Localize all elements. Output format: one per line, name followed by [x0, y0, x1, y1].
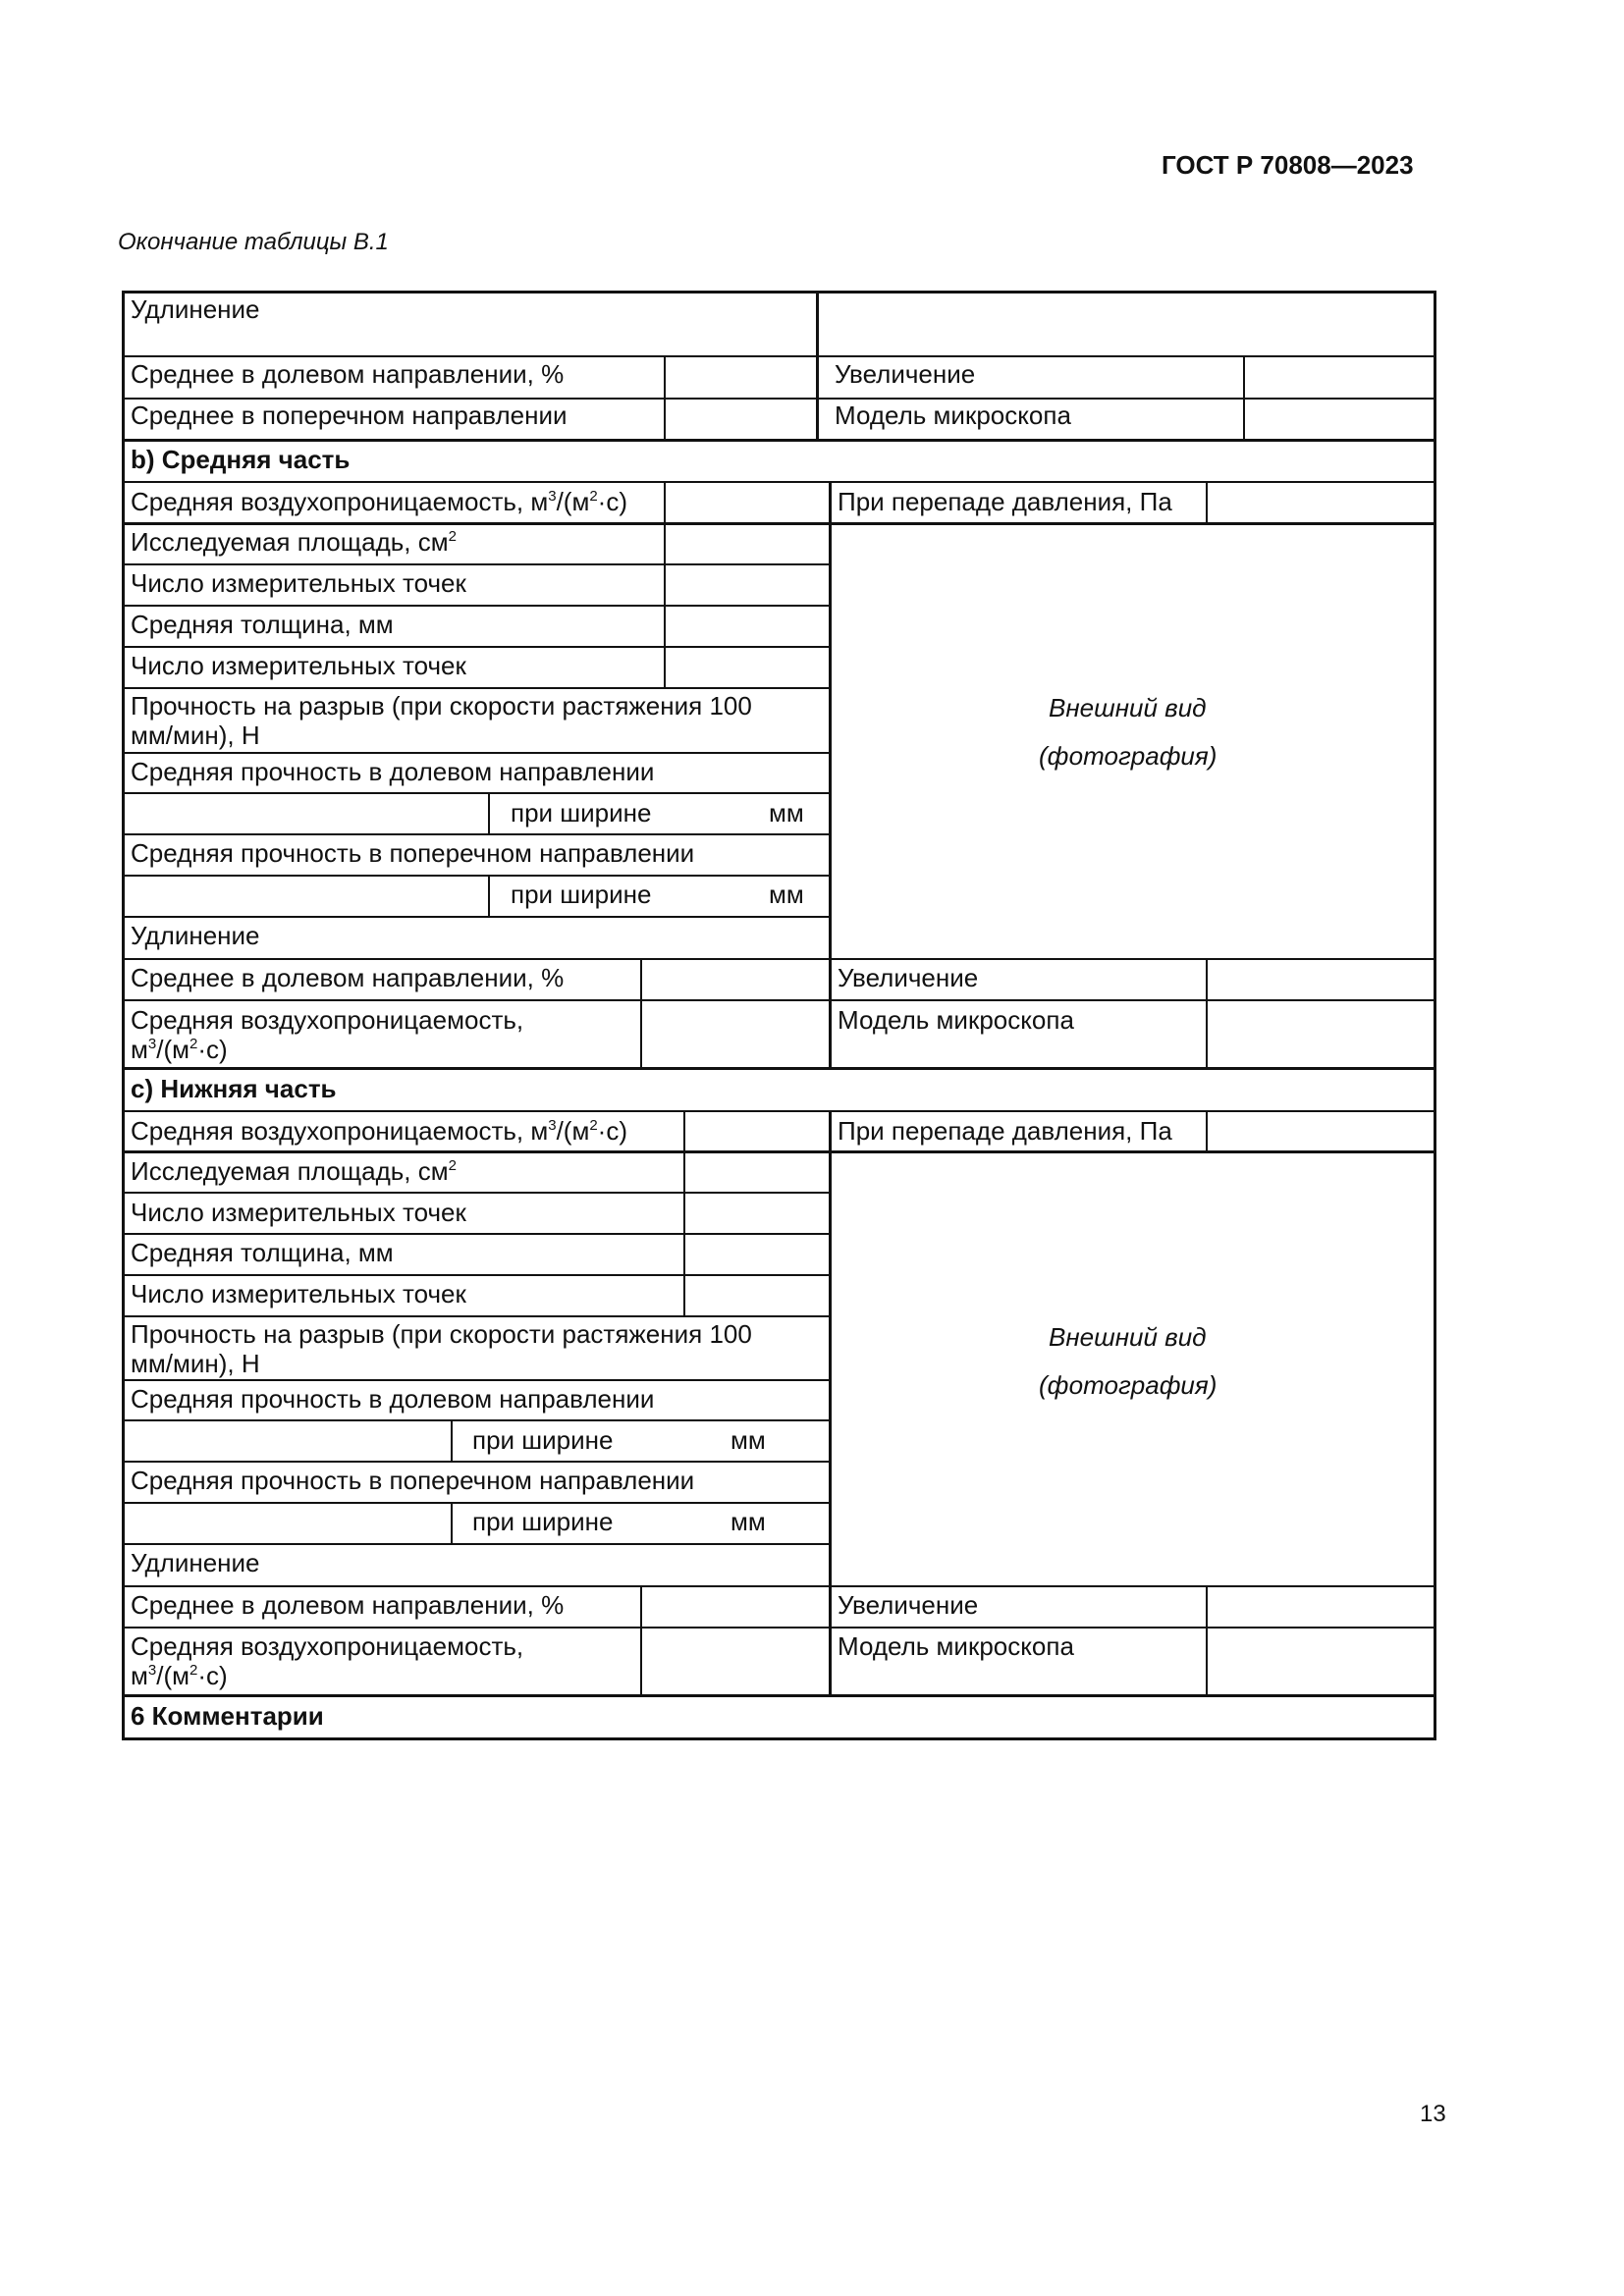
table-rule [122, 481, 1436, 483]
test-area-label: Исследуемая площадь, $см^2$ [131, 527, 457, 557]
table-rule [816, 291, 819, 440]
mean-thickness-label: Средняя толщина, мм [131, 610, 394, 639]
air-permeability-label: Средняя воздухопроницаемость, $м^3/(м^2\cdot с)$ [131, 1116, 627, 1146]
tensile-strength-label: Прочность на разрыв (при скорости растяжения 100 мм/мин), Н [131, 691, 752, 750]
magnification-label: Увеличение [835, 359, 976, 389]
section-heading-middle: b) Средняя часть [131, 445, 351, 474]
table-rule [122, 833, 831, 835]
table-rule [122, 1110, 1436, 1112]
table-rule [122, 1694, 1436, 1697]
table-rule [640, 958, 642, 1068]
table-rule [122, 563, 831, 565]
table-rule [122, 916, 831, 918]
air-permeability-label: Средняя воздухопроницаемость, $м^3/(м^2\cdot с)$ [131, 1005, 524, 1064]
microscope-label: Модель микроскопа [835, 400, 1071, 430]
table-rule [122, 398, 1436, 400]
table-rule [122, 687, 831, 689]
table-rule [122, 1627, 1436, 1629]
comments-heading: 6 Комментарии [131, 1701, 324, 1731]
strength-cd-label: Средняя прочность в поперечном направлении [131, 1466, 695, 1495]
mean-md-label: Среднее в долевом направлении, % [131, 1590, 565, 1620]
table-rule [1206, 958, 1208, 1068]
photo-label: (фотография) [1039, 1370, 1218, 1400]
table-rule [122, 752, 831, 754]
table-rule [122, 1461, 831, 1463]
pressure-drop-label: При перепаде давления, Па [838, 1116, 1172, 1146]
table-rule [122, 355, 1436, 357]
table-rule [122, 1502, 831, 1504]
mean-cd-label: Среднее в поперечном направлении [131, 400, 568, 430]
magnification-label: Увеличение [838, 963, 979, 992]
table-rule [122, 522, 1436, 525]
elongation-label: Удлинение [131, 294, 260, 324]
photo-label: (фотография) [1039, 741, 1218, 771]
at-width-label: при ширине [472, 1425, 614, 1455]
table-rule [122, 1233, 831, 1235]
magnification-label: Увеличение [838, 1590, 979, 1620]
table-rule [664, 481, 666, 688]
table-rule [122, 1315, 831, 1317]
test-area-label: Исследуемая площадь, $см^2$ [131, 1156, 457, 1186]
microscope-label: Модель микроскопа [838, 1631, 1074, 1661]
table-rule [1206, 1585, 1208, 1695]
at-width-label: при ширине [511, 798, 652, 828]
measurement-points-label: Число измерительных точек [131, 568, 466, 598]
pressure-drop-label: При перепаде давления, Па [838, 487, 1172, 516]
unit-mm-label: мм [731, 1425, 766, 1455]
table-rule [122, 999, 1436, 1001]
table-rule [122, 958, 1436, 960]
table-rule [122, 1379, 831, 1381]
measurement-points-label: Число измерительных точек [131, 1198, 466, 1227]
table-rule [122, 439, 1436, 442]
table-rule [451, 1419, 453, 1462]
at-width-label: при ширине [511, 880, 652, 909]
table-rule [122, 875, 831, 877]
table-rule [122, 1419, 831, 1421]
table-rule [122, 1274, 831, 1276]
table-rule [664, 355, 666, 440]
strength-md-label: Средняя прочность в долевом направлении [131, 1384, 655, 1414]
mean-thickness-label: Средняя толщина, мм [131, 1238, 394, 1267]
microscope-label: Модель микроскопа [838, 1005, 1074, 1035]
unit-mm-label: мм [769, 880, 804, 909]
table-rule [1206, 1110, 1208, 1151]
table-rule [122, 792, 831, 794]
table-continuation-caption: Окончание таблицы В.1 [118, 229, 389, 255]
table-rule [122, 646, 831, 648]
table-rule [122, 1067, 1436, 1070]
table-rule [488, 792, 490, 834]
mean-md-label: Среднее в долевом направлении, % [131, 359, 565, 389]
table-rule [488, 875, 490, 917]
table-rule [451, 1502, 453, 1544]
mean-md-label: Среднее в долевом направлении, % [131, 963, 565, 992]
section-heading-bottom: с) Нижняя часть [131, 1074, 337, 1103]
table-rule [1243, 355, 1245, 440]
table-rule [829, 481, 832, 1068]
appearance-label: Внешний вид [1049, 693, 1207, 722]
table-rule [829, 1110, 832, 1695]
unit-mm-label: мм [731, 1507, 766, 1536]
air-permeability-label: Средняя воздухопроницаемость, $м^3/(м^2\cdot с)$ [131, 1631, 524, 1690]
table-rule [122, 1150, 1436, 1153]
at-width-label: при ширине [472, 1507, 614, 1536]
table-rule [122, 1543, 831, 1545]
standard-number: ГОСТ Р 70808—2023 [1162, 150, 1414, 180]
table-rule [122, 1585, 1436, 1587]
elongation-label: Удлинение [131, 921, 260, 950]
measurement-points-label: Число измерительных точек [131, 1279, 466, 1308]
strength-cd-label: Средняя прочность в поперечном направлении [131, 838, 695, 868]
unit-mm-label: мм [769, 798, 804, 828]
air-permeability-label: Средняя воздухопроницаемость, $м^3/(м^2\cdot с)$ [131, 487, 627, 516]
strength-md-label: Средняя прочность в долевом направлении [131, 757, 655, 786]
page-number: 13 [1420, 2101, 1446, 2127]
table-rule [122, 1192, 831, 1194]
table-rule [640, 1585, 642, 1695]
table-rule [122, 605, 831, 607]
elongation-label: Удлинение [131, 1548, 260, 1577]
appearance-label: Внешний вид [1049, 1322, 1207, 1352]
measurement-points-label: Число измерительных точек [131, 651, 466, 680]
table-rule [1206, 481, 1208, 523]
table-rule [683, 1110, 685, 1316]
tensile-strength-label: Прочность на разрыв (при скорости растяжения 100 мм/мин), Н [131, 1319, 752, 1378]
